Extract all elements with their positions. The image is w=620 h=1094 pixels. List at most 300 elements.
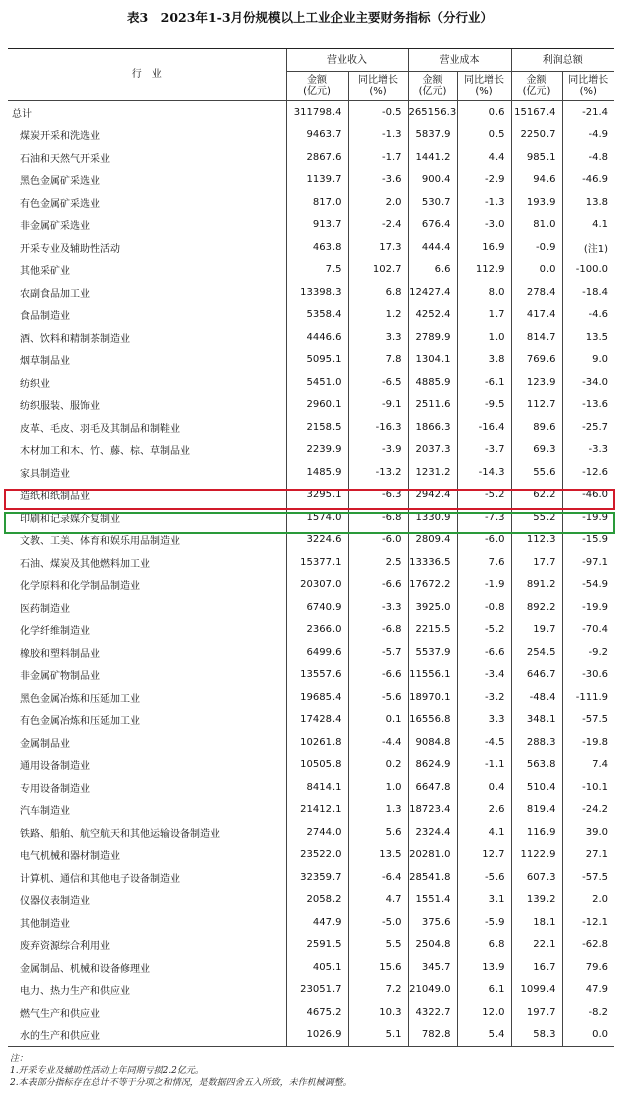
- cost-amount-cell: 2942.4: [408, 484, 457, 507]
- table-row: [8, 596, 614, 619]
- profit-growth-cell: -18.4: [562, 281, 614, 304]
- revenue-amount-cell: 21412.1: [286, 799, 348, 822]
- profit-amount-cell: 646.7: [511, 664, 562, 687]
- cost-growth-cell: 13.9: [457, 956, 511, 979]
- revenue-growth-cell: -6.0: [348, 529, 408, 552]
- cost-amount-cell: 1231.2: [408, 461, 457, 484]
- cost-amount-cell: 345.7: [408, 956, 457, 979]
- cost-growth-cell: 0.4: [457, 776, 511, 799]
- revenue-amount-cell: 5358.4: [286, 304, 348, 327]
- cost-growth-cell: 6.8: [457, 934, 511, 957]
- cost-growth-cell: -6.0: [457, 529, 511, 552]
- profit-growth-cell: -15.9: [562, 529, 614, 552]
- industry-name-cell: 开采专业及辅助性活动: [20, 243, 120, 255]
- table-row: [8, 461, 614, 484]
- table-row: [8, 236, 614, 259]
- cost-amount-cell: 1866.3: [408, 416, 457, 439]
- table-row: [8, 956, 614, 979]
- revenue-amount-cell: 13398.3: [286, 281, 348, 304]
- revenue-growth-cell: 102.7: [348, 259, 408, 282]
- revenue-amount-cell: 311798.4: [286, 101, 348, 124]
- revenue-amount-cell: 5095.1: [286, 349, 348, 372]
- profit-growth-cell: 79.6: [562, 956, 614, 979]
- revenue-amount-cell: 10505.8: [286, 754, 348, 777]
- revenue-amount-cell: 5451.0: [286, 371, 348, 394]
- industry-name-cell: 汽车制造业: [20, 806, 70, 818]
- revenue-growth-cell: -6.8: [348, 619, 408, 642]
- profit-growth-cell: -3.3: [562, 439, 614, 462]
- table-row: [8, 641, 614, 664]
- profit-amount-cell: 0.0: [511, 259, 562, 282]
- profit-growth-cell: -46.9: [562, 169, 614, 192]
- revenue-growth-cell: -6.5: [348, 371, 408, 394]
- industry-name-cell: 橡胶和塑料制品业: [20, 648, 100, 660]
- cost-amount-cell: 18970.1: [408, 686, 457, 709]
- revenue-growth-cell: -2.4: [348, 214, 408, 237]
- profit-amount-cell: 15167.4: [511, 101, 562, 124]
- cost-growth-cell: 7.6: [457, 551, 511, 574]
- table-row: [8, 686, 614, 709]
- revenue-amount-cell: 23051.7: [286, 979, 348, 1002]
- cost-growth-cell: 2.6: [457, 799, 511, 822]
- table-row: [8, 146, 614, 169]
- cost-amount-cell: 21049.0: [408, 979, 457, 1002]
- industry-name-cell: 农副食品加工业: [20, 288, 90, 300]
- profit-amount-cell: 16.7: [511, 956, 562, 979]
- industry-name-cell: 非金属矿采选业: [20, 221, 90, 233]
- revenue-amount-cell: 3295.1: [286, 484, 348, 507]
- industry-name-cell: 煤炭开采和洗选业: [20, 131, 100, 143]
- industry-name-cell: 黑色金属冶炼和压延加工业: [20, 693, 140, 705]
- profit-growth-cell: -30.6: [562, 664, 614, 687]
- cost-amount-cell: 2215.5: [408, 619, 457, 642]
- revenue-amount-cell: 15377.1: [286, 551, 348, 574]
- industry-name-cell: 纺织服装、服饰业: [20, 401, 100, 413]
- profit-amount-cell: 510.4: [511, 776, 562, 799]
- cost-growth-cell: -1.9: [457, 574, 511, 597]
- table-row: [8, 101, 614, 124]
- revenue-growth-cell: -13.2: [348, 461, 408, 484]
- profit-amount-cell: 254.5: [511, 641, 562, 664]
- profit-amount-cell: 607.3: [511, 866, 562, 889]
- revenue-amount-cell: 20307.0: [286, 574, 348, 597]
- profit-growth-cell: 4.1: [562, 214, 614, 237]
- revenue-growth-cell: -16.3: [348, 416, 408, 439]
- revenue-amount-cell: 2158.5: [286, 416, 348, 439]
- industry-name-cell: 造纸和纸制品业: [20, 491, 90, 503]
- revenue-growth-cell: -6.6: [348, 574, 408, 597]
- profit-growth-cell: -62.8: [562, 934, 614, 957]
- industry-name-cell: 石油和天然气开采业: [20, 153, 110, 165]
- profit-growth-cell: 7.4: [562, 754, 614, 777]
- cost-amount-cell: 17672.2: [408, 574, 457, 597]
- cost-amount-cell: 1330.9: [408, 506, 457, 529]
- cost-amount-cell: 3925.0: [408, 596, 457, 619]
- revenue-amount-header: 金额 (亿元): [286, 72, 348, 101]
- industry-name-cell: 铁路、船舶、航空航天和其他运输设备制造业: [20, 828, 220, 840]
- profit-growth-cell: -10.1: [562, 776, 614, 799]
- revenue-group-header: 营业收入: [286, 49, 408, 72]
- profit-growth-cell: (注1): [562, 236, 614, 259]
- revenue-amount-cell: 1139.7: [286, 169, 348, 192]
- cost-amount-cell: 782.8: [408, 1024, 457, 1047]
- industry-name-cell: 电气机械和器材制造业: [20, 851, 120, 863]
- revenue-amount-cell: 23522.0: [286, 844, 348, 867]
- industry-name-cell: 木材加工和木、竹、藤、棕、草制品业: [20, 446, 190, 458]
- revenue-amount-cell: 6499.6: [286, 641, 348, 664]
- revenue-amount-cell: 17428.4: [286, 709, 348, 732]
- footnotes: [10, 1053, 610, 1089]
- profit-amount-cell: 563.8: [511, 754, 562, 777]
- cost-growth-cell: -0.8: [457, 596, 511, 619]
- revenue-amount-cell: 913.7: [286, 214, 348, 237]
- cost-amount-cell: 2809.4: [408, 529, 457, 552]
- profit-growth-cell: -57.5: [562, 866, 614, 889]
- cost-amount-cell: 900.4: [408, 169, 457, 192]
- industry-name-cell: 电力、热力生产和供应业: [20, 986, 130, 998]
- revenue-amount-cell: 6740.9: [286, 596, 348, 619]
- cost-amount-cell: 4885.9: [408, 371, 457, 394]
- revenue-growth-cell: 1.2: [348, 304, 408, 327]
- profit-amount-cell: 18.1: [511, 911, 562, 934]
- footnote-2: 2.本表部分指标存在总计不等于分项之和情况，是数据四舍五入所致，未作机械调整。: [10, 1078, 352, 1088]
- revenue-amount-cell: 3224.6: [286, 529, 348, 552]
- cost-growth-cell: 4.1: [457, 821, 511, 844]
- revenue-growth-cell: 17.3: [348, 236, 408, 259]
- cost-amount-cell: 2037.3: [408, 439, 457, 462]
- cost-amount-cell: 2511.6: [408, 394, 457, 417]
- cost-growth-cell: 112.9: [457, 259, 511, 282]
- industry-header: 行 业: [8, 49, 286, 101]
- industry-name-cell: 食品制造业: [20, 311, 70, 323]
- profit-amount-cell: 94.6: [511, 169, 562, 192]
- cost-growth-cell: 0.5: [457, 124, 511, 147]
- cost-amount-cell: 2324.4: [408, 821, 457, 844]
- cost-growth-cell: 4.4: [457, 146, 511, 169]
- table-row: [8, 574, 614, 597]
- table-row: [8, 776, 614, 799]
- footnote-1: 1.开采专业及辅助性活动上年同期亏损2.2亿元。: [10, 1066, 204, 1076]
- cost-growth-cell: -5.6: [457, 866, 511, 889]
- profit-growth-cell: -19.9: [562, 506, 614, 529]
- cost-amount-cell: 6.6: [408, 259, 457, 282]
- profit-amount-cell: -0.9: [511, 236, 562, 259]
- revenue-growth-cell: -6.3: [348, 484, 408, 507]
- profit-amount-cell: 112.3: [511, 529, 562, 552]
- highlight-box-red: [4, 489, 615, 510]
- table-row: [8, 866, 614, 889]
- revenue-growth-cell: 4.7: [348, 889, 408, 912]
- profit-amount-cell: 112.7: [511, 394, 562, 417]
- profit-amount-cell: 814.7: [511, 326, 562, 349]
- cost-growth-cell: 12.0: [457, 1001, 511, 1024]
- cost-amount-cell: 265156.3: [408, 101, 457, 124]
- cost-growth-cell: 12.7: [457, 844, 511, 867]
- revenue-amount-cell: 10261.8: [286, 731, 348, 754]
- cost-amount-cell: 375.6: [408, 911, 457, 934]
- profit-growth-cell: -97.1: [562, 551, 614, 574]
- table-row: [8, 664, 614, 687]
- industry-name-cell: 燃气生产和供应业: [20, 1008, 100, 1020]
- profit-growth-cell: -9.2: [562, 641, 614, 664]
- revenue-growth-cell: 7.2: [348, 979, 408, 1002]
- revenue-growth-cell: -1.3: [348, 124, 408, 147]
- cost-amount-cell: 8624.9: [408, 754, 457, 777]
- profit-growth-cell: -13.6: [562, 394, 614, 417]
- industry-name-cell: 通用设备制造业: [20, 761, 90, 773]
- industry-name-cell: 家具制造业: [20, 468, 70, 480]
- cost-amount-cell: 1551.4: [408, 889, 457, 912]
- revenue-amount-cell: 2239.9: [286, 439, 348, 462]
- cost-amount-cell: 16556.8: [408, 709, 457, 732]
- revenue-growth-cell: -1.7: [348, 146, 408, 169]
- cost-growth-cell: -1.1: [457, 754, 511, 777]
- industry-name-cell: 其他采矿业: [20, 266, 70, 278]
- table-row: [8, 821, 614, 844]
- profit-growth-cell: -12.1: [562, 911, 614, 934]
- cost-growth-cell: -16.4: [457, 416, 511, 439]
- cost-amount-cell: 13336.5: [408, 551, 457, 574]
- industry-name-cell: 文教、工美、体育和娱乐用品制造业: [20, 536, 180, 548]
- revenue-growth-cell: 15.6: [348, 956, 408, 979]
- profit-growth-cell: -100.0: [562, 259, 614, 282]
- cost-amount-cell: 11556.1: [408, 664, 457, 687]
- profit-amount-header: 金额 (亿元): [511, 72, 562, 101]
- revenue-amount-cell: 7.5: [286, 259, 348, 282]
- revenue-growth-cell: 5.6: [348, 821, 408, 844]
- cost-growth-cell: -1.3: [457, 191, 511, 214]
- profit-amount-cell: -48.4: [511, 686, 562, 709]
- profit-group-header: 利润总额: [511, 49, 614, 72]
- industry-name-cell: 总计: [12, 108, 32, 120]
- revenue-amount-cell: 2058.2: [286, 889, 348, 912]
- table-row: [8, 844, 614, 867]
- industry-name-cell: 非金属矿物制品业: [20, 671, 100, 683]
- profit-growth-cell: 39.0: [562, 821, 614, 844]
- table-row: [8, 349, 614, 372]
- cost-amount-cell: 530.7: [408, 191, 457, 214]
- profit-amount-cell: 348.1: [511, 709, 562, 732]
- revenue-amount-cell: 2744.0: [286, 821, 348, 844]
- industry-name-cell: 金属制品、机械和设备修理业: [20, 963, 150, 975]
- cost-amount-header: 金额 (亿元): [408, 72, 457, 101]
- profit-amount-cell: 139.2: [511, 889, 562, 912]
- profit-amount-cell: 1099.4: [511, 979, 562, 1002]
- profit-amount-cell: 769.6: [511, 349, 562, 372]
- profit-amount-cell: 62.2: [511, 484, 562, 507]
- footnote-heading: 注：: [10, 1054, 29, 1064]
- revenue-amount-cell: 1485.9: [286, 461, 348, 484]
- table-row: [8, 911, 614, 934]
- profit-growth-cell: 0.0: [562, 1024, 614, 1047]
- revenue-growth-cell: -3.6: [348, 169, 408, 192]
- profit-amount-cell: 193.9: [511, 191, 562, 214]
- table-row: [8, 259, 614, 282]
- cost-growth-cell: 3.3: [457, 709, 511, 732]
- revenue-amount-cell: 405.1: [286, 956, 348, 979]
- profit-growth-cell: -19.8: [562, 731, 614, 754]
- profit-growth-cell: -57.5: [562, 709, 614, 732]
- cost-growth-cell: -3.4: [457, 664, 511, 687]
- profit-amount-cell: 89.6: [511, 416, 562, 439]
- cost-growth-cell: 1.0: [457, 326, 511, 349]
- table-row: [8, 394, 614, 417]
- revenue-growth-cell: -5.0: [348, 911, 408, 934]
- revenue-amount-cell: 2867.6: [286, 146, 348, 169]
- industry-name-cell: 计算机、通信和其他电子设备制造业: [20, 873, 180, 885]
- revenue-growth-cell: -5.7: [348, 641, 408, 664]
- profit-growth-cell: -25.7: [562, 416, 614, 439]
- table-row: [8, 889, 614, 912]
- industry-name-cell: 烟草制品业: [20, 356, 70, 368]
- revenue-amount-cell: 817.0: [286, 191, 348, 214]
- cost-growth-cell: 3.1: [457, 889, 511, 912]
- revenue-growth-cell: 6.8: [348, 281, 408, 304]
- table-row: [8, 619, 614, 642]
- profit-amount-cell: 55.2: [511, 506, 562, 529]
- cost-growth-cell: 16.9: [457, 236, 511, 259]
- revenue-growth-cell: 10.3: [348, 1001, 408, 1024]
- revenue-growth-cell: -6.8: [348, 506, 408, 529]
- profit-growth-cell: -46.0: [562, 484, 614, 507]
- profit-amount-cell: 22.1: [511, 934, 562, 957]
- industry-name-cell: 化学纤维制造业: [20, 626, 90, 638]
- industry-name-cell: 金属制品业: [20, 738, 70, 750]
- table-row: [8, 281, 614, 304]
- revenue-amount-cell: 1026.9: [286, 1024, 348, 1047]
- profit-amount-cell: 81.0: [511, 214, 562, 237]
- revenue-amount-cell: 447.9: [286, 911, 348, 934]
- profit-amount-cell: 892.2: [511, 596, 562, 619]
- cost-group-header: 营业成本: [408, 49, 511, 72]
- table-row: [8, 709, 614, 732]
- cost-growth-cell: -7.3: [457, 506, 511, 529]
- revenue-growth-cell: -6.4: [348, 866, 408, 889]
- revenue-growth-cell: 13.5: [348, 844, 408, 867]
- table-row: [8, 731, 614, 754]
- table-row: [8, 371, 614, 394]
- profit-amount-cell: 69.3: [511, 439, 562, 462]
- profit-growth-cell: -12.6: [562, 461, 614, 484]
- financial-indicators-table: [8, 48, 614, 1047]
- revenue-growth-cell: 1.3: [348, 799, 408, 822]
- cost-growth-cell: -6.1: [457, 371, 511, 394]
- profit-growth-cell: -4.6: [562, 304, 614, 327]
- revenue-growth-cell: 0.1: [348, 709, 408, 732]
- revenue-amount-cell: 4675.2: [286, 1001, 348, 1024]
- profit-growth-cell: -4.9: [562, 124, 614, 147]
- cost-growth-cell: 6.1: [457, 979, 511, 1002]
- cost-amount-cell: 444.4: [408, 236, 457, 259]
- profit-amount-cell: 417.4: [511, 304, 562, 327]
- revenue-growth-cell: -5.6: [348, 686, 408, 709]
- industry-name-cell: 酒、饮料和精制茶制造业: [20, 333, 130, 345]
- industry-name-cell: 专用设备制造业: [20, 783, 90, 795]
- profit-growth-cell: -54.9: [562, 574, 614, 597]
- table-row: [8, 416, 614, 439]
- cost-amount-cell: 5837.9: [408, 124, 457, 147]
- profit-amount-cell: 17.7: [511, 551, 562, 574]
- cost-growth-cell: 8.0: [457, 281, 511, 304]
- profit-amount-cell: 985.1: [511, 146, 562, 169]
- revenue-amount-cell: 4446.6: [286, 326, 348, 349]
- revenue-growth-cell: -0.5: [348, 101, 408, 124]
- industry-name-cell: 纺织业: [20, 378, 50, 390]
- highlight-box-green: [4, 512, 615, 534]
- revenue-growth-cell: -3.3: [348, 596, 408, 619]
- industry-name-cell: 有色金属矿采选业: [20, 198, 100, 210]
- profit-amount-cell: 278.4: [511, 281, 562, 304]
- cost-amount-cell: 4252.4: [408, 304, 457, 327]
- revenue-growth-cell: 2.0: [348, 191, 408, 214]
- profit-growth-cell: 13.8: [562, 191, 614, 214]
- table-row: [8, 124, 614, 147]
- industry-name-cell: 化学原料和化学制品制造业: [20, 581, 140, 593]
- cost-growth-cell: -3.0: [457, 214, 511, 237]
- industry-name-cell: 印刷和记录媒介复制业: [20, 513, 120, 525]
- table-row: [8, 304, 614, 327]
- revenue-amount-cell: 8414.1: [286, 776, 348, 799]
- cost-amount-cell: 12427.4: [408, 281, 457, 304]
- revenue-growth-cell: -3.9: [348, 439, 408, 462]
- revenue-amount-cell: 32359.7: [286, 866, 348, 889]
- profit-growth-cell: -24.2: [562, 799, 614, 822]
- cost-amount-cell: 2789.9: [408, 326, 457, 349]
- cost-amount-cell: 5537.9: [408, 641, 457, 664]
- cost-growth-cell: -14.3: [457, 461, 511, 484]
- cost-growth-cell: -5.2: [457, 619, 511, 642]
- cost-amount-cell: 18723.4: [408, 799, 457, 822]
- table-title: 表3 2023年1-3月份规模以上工业企业主要财务指标（分行业）: [126, 10, 494, 25]
- profit-amount-cell: 891.2: [511, 574, 562, 597]
- profit-growth-cell: -111.9: [562, 686, 614, 709]
- profit-growth-cell: 47.9: [562, 979, 614, 1002]
- table-row: [8, 1024, 614, 1047]
- table-row: [8, 979, 614, 1002]
- profit-amount-cell: 819.4: [511, 799, 562, 822]
- profit-growth-cell: 27.1: [562, 844, 614, 867]
- revenue-amount-cell: 2366.0: [286, 619, 348, 642]
- cost-growth-cell: -3.2: [457, 686, 511, 709]
- revenue-growth-cell: -4.4: [348, 731, 408, 754]
- revenue-growth-cell: 3.3: [348, 326, 408, 349]
- cost-growth-cell: -5.9: [457, 911, 511, 934]
- revenue-growth-cell: -6.6: [348, 664, 408, 687]
- table-row: [8, 326, 614, 349]
- profit-growth-cell: 9.0: [562, 349, 614, 372]
- revenue-amount-cell: 9463.7: [286, 124, 348, 147]
- profit-amount-cell: 58.3: [511, 1024, 562, 1047]
- profit-growth-cell: 13.5: [562, 326, 614, 349]
- revenue-amount-cell: 13557.6: [286, 664, 348, 687]
- cost-amount-cell: 6647.8: [408, 776, 457, 799]
- revenue-growth-header: 同比增长 (%): [348, 72, 408, 101]
- profit-growth-cell: 2.0: [562, 889, 614, 912]
- industry-name-cell: 废弃资源综合利用业: [20, 941, 110, 953]
- profit-growth-cell: -21.4: [562, 101, 614, 124]
- cost-growth-cell: 1.7: [457, 304, 511, 327]
- cost-growth-cell: 3.8: [457, 349, 511, 372]
- revenue-amount-cell: 2591.5: [286, 934, 348, 957]
- table-row: [8, 439, 614, 462]
- cost-growth-cell: -3.7: [457, 439, 511, 462]
- industry-name-cell: 石油、煤炭及其他燃料加工业: [20, 558, 150, 570]
- industry-name-cell: 皮革、毛皮、羽毛及其制品和制鞋业: [20, 423, 180, 435]
- revenue-growth-cell: 0.2: [348, 754, 408, 777]
- profit-amount-cell: 1122.9: [511, 844, 562, 867]
- cost-amount-cell: 676.4: [408, 214, 457, 237]
- profit-amount-cell: 2250.7: [511, 124, 562, 147]
